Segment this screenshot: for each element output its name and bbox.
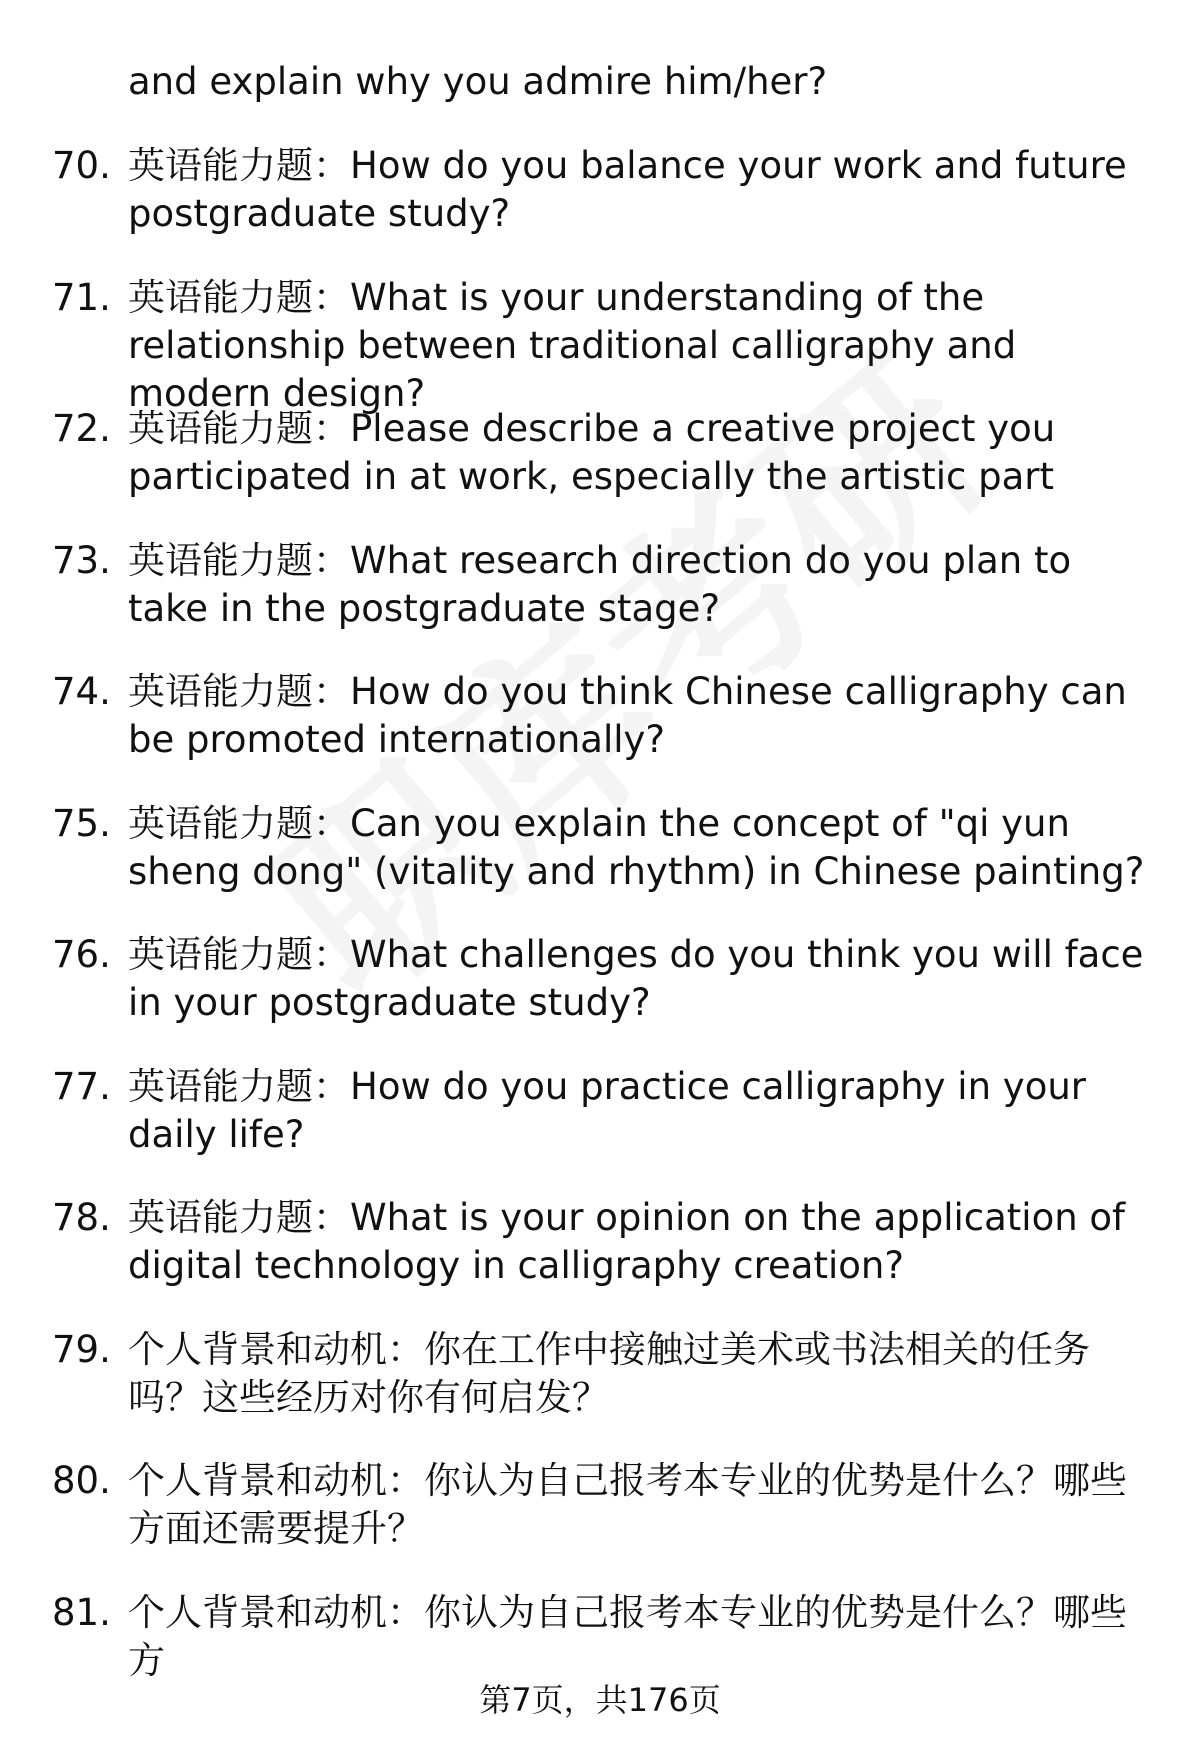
question-number: 74. [52,670,111,713]
question-number: 76. [52,933,111,976]
question-number: 72. [52,407,111,450]
question-list [0,142,1200,1720]
question-text: 英语能力题：Can you explain the concept of "qi yun sheng dong" (vitality and rhythm) in Chinese painting? [128,801,1145,893]
question-item-74 [0,668,1200,800]
question-number: 70. [52,144,111,187]
question-item-79 [0,1326,1200,1458]
question-text: 英语能力题：What research direction do you plan to take in the postgraduate stage? [128,538,1072,630]
question-text: 英语能力题：Please describe a creative project you participated in at work, especially the artistic part [128,407,1056,498]
question-item-75 [0,800,1200,932]
question-number: 78. [52,1196,111,1239]
question-item-70 [0,142,1200,274]
question-item-77 [0,1063,1200,1195]
question-item-80 [0,1457,1200,1589]
question-text: 个人背景和动机：你认为自己报考本专业的优势是什么？哪些方面还需要提升？ [128,1459,1127,1550]
question-text: 英语能力题：How do you balance your work and future postgraduate study? [128,144,1127,235]
question-number: 80. [52,1459,111,1502]
question-number: 75. [52,801,111,845]
question-item-72 [0,405,1200,537]
question-item-73 [0,537,1200,669]
continued-question-text: and explain why you admire him/her? [128,60,828,103]
question-text: 英语能力题：What is your opinion on the application of digital technology in calligraphy creation? [128,1196,1126,1287]
question-text: 英语能力题：How do you think Chinese calligraphy can be promoted internationally? [128,670,1127,761]
question-text: 个人背景和动机：你在工作中接触过美术或书法相关的任务吗？这些经历对你有何启发？ [128,1327,1090,1419]
question-number: 81. [52,1590,111,1634]
question-item-76 [0,931,1200,1063]
question-number: 71. [52,275,111,319]
question-item-71 [0,274,1200,415]
question-number: 77. [52,1064,111,1108]
question-number: 79. [52,1327,111,1371]
question-number: 73. [52,538,111,582]
question-item-78 [0,1194,1200,1326]
page-footer: 第7页，共176页 [479,1681,721,1719]
question-text: 英语能力题：What challenges do you think you will face in your postgraduate study? [128,933,1144,1024]
question-text: 英语能力题：How do you practice calligraphy in your daily life? [128,1064,1086,1156]
question-text: 英语能力题：What is your understanding of the relationship between traditional calligraphy and modern design? [128,275,1017,415]
question-text: 个人背景和动机：你认为自己报考本专业的优势是什么？哪些方 [128,1590,1127,1682]
